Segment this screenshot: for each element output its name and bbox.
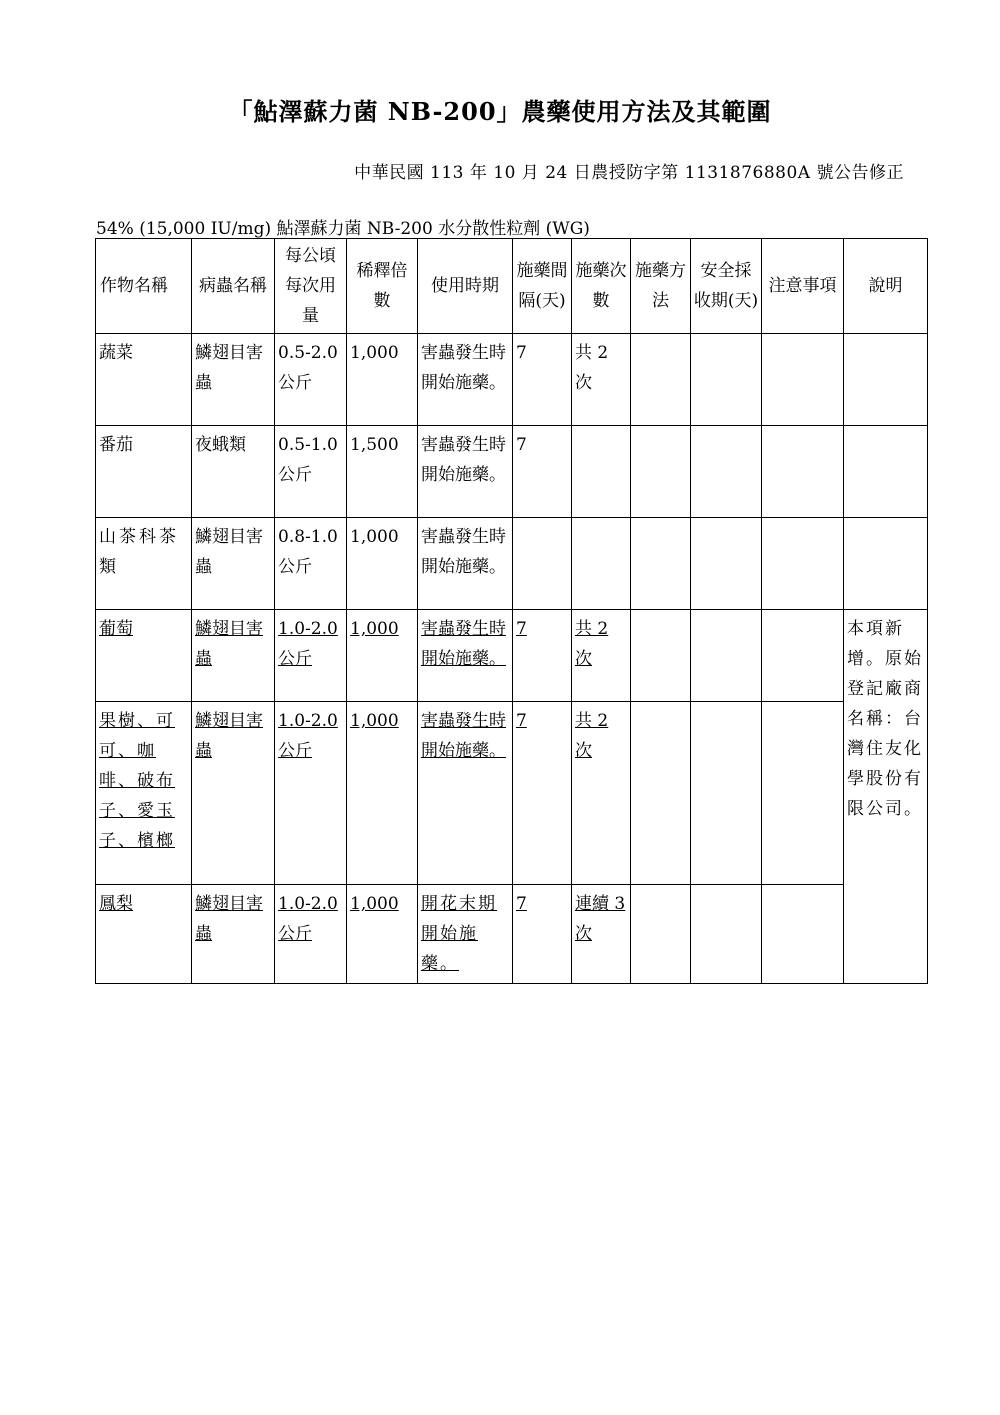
dilution-cell: 1,000 — [347, 518, 418, 610]
product-spec: 54% (15,000 IU/mg) 鮎澤蘇力菌 NB-200 水分散性粒劑 (WG) — [96, 219, 590, 239]
method-cell — [631, 885, 691, 984]
pest-cell: 鱗翅目害蟲 — [192, 334, 275, 426]
table-row — [96, 426, 928, 518]
times-cell — [572, 426, 631, 518]
phi-cell — [691, 334, 762, 426]
dilution-cell: 1,500 — [347, 426, 418, 518]
method-cell — [631, 518, 691, 610]
phi-cell — [691, 702, 762, 885]
table-row — [96, 518, 928, 610]
header-timing: 使用時期 — [418, 239, 513, 334]
times-cell: 連續 3 次 — [572, 885, 631, 984]
interval-cell: 7 — [513, 702, 572, 885]
header-crop: 作物名稱 — [96, 239, 192, 334]
table-row — [96, 702, 928, 885]
remark-cell — [844, 518, 928, 610]
interval-cell: 7 — [513, 885, 572, 984]
method-cell — [631, 702, 691, 885]
timing-cell: 害蟲發生時開始施藥。 — [418, 610, 513, 702]
timing-cell: 害蟲發生時開始施藥。 — [418, 334, 513, 426]
interval-cell — [513, 518, 572, 610]
interval-cell: 7 — [513, 610, 572, 702]
remark-new-cell: 本項新增。原始登記廠商名稱：台灣住友化學股份有限公司。 — [844, 610, 928, 984]
caution-cell — [762, 702, 844, 885]
dose-cell: 0.5-1.0 公斤 — [275, 426, 347, 518]
revision-notice: 中華民國 113 年 10 月 24 日農授防字第 1131876880A 號公告修正 — [354, 163, 904, 183]
header-dose: 每公頃每次用量 — [275, 239, 347, 334]
crop-cell: 山茶科茶類 — [96, 518, 192, 610]
phi-cell — [691, 610, 762, 702]
dose-cell: 0.8-1.0 公斤 — [275, 518, 347, 610]
remark-cell — [844, 426, 928, 518]
interval-cell: 7 — [513, 334, 572, 426]
caution-cell — [762, 334, 844, 426]
dose-cell: 0.5-2.0 公斤 — [275, 334, 347, 426]
pest-cell: 鱗翅目害蟲 — [192, 885, 275, 984]
dose-cell: 1.0-2.0 公斤 — [275, 610, 347, 702]
dose-cell: 1.0-2.0 公斤 — [275, 885, 347, 984]
pest-cell: 鱗翅目害蟲 — [192, 518, 275, 610]
method-cell — [631, 610, 691, 702]
header-interval: 施藥間隔(天) — [513, 239, 572, 334]
phi-cell — [691, 426, 762, 518]
header-times: 施藥次數 — [572, 239, 631, 334]
header-method: 施藥方法 — [631, 239, 691, 334]
header-row — [96, 239, 928, 334]
header-pest: 病蟲名稱 — [192, 239, 275, 334]
phi-cell — [691, 885, 762, 984]
crop-cell: 葡萄 — [96, 610, 192, 702]
usage-table — [95, 238, 928, 984]
dose-cell: 1.0-2.0 公斤 — [275, 702, 347, 885]
timing-cell: 害蟲發生時開始施藥。 — [418, 702, 513, 885]
timing-cell: 害蟲發生時開始施藥。 — [418, 518, 513, 610]
page-title: 「鮎澤蘇力菌 NB-200」農藥使用方法及其範圍 — [228, 97, 772, 126]
interval-cell: 7 — [513, 426, 572, 518]
header-phi: 安全採收期(天) — [691, 239, 762, 334]
method-cell — [631, 426, 691, 518]
crop-cell: 鳳梨 — [96, 885, 192, 984]
caution-cell — [762, 426, 844, 518]
crop-cell: 番茄 — [96, 426, 192, 518]
table-row — [96, 334, 928, 426]
timing-cell: 害蟲發生時開始施藥。 — [418, 426, 513, 518]
caution-cell — [762, 518, 844, 610]
dilution-cell: 1,000 — [347, 885, 418, 984]
pest-cell: 鱗翅目害蟲 — [192, 610, 275, 702]
caution-cell — [762, 885, 844, 984]
remark-cell — [844, 334, 928, 426]
pest-cell: 夜蛾類 — [192, 426, 275, 518]
dilution-cell: 1,000 — [347, 702, 418, 885]
dilution-cell: 1,000 — [347, 334, 418, 426]
times-cell — [572, 518, 631, 610]
crop-cell: 果樹、可可、咖啡、破布子、愛玉子、檳榔 — [96, 702, 192, 885]
header-caution: 注意事項 — [762, 239, 844, 334]
times-cell: 共 2 次 — [572, 702, 631, 885]
method-cell — [631, 334, 691, 426]
dilution-cell: 1,000 — [347, 610, 418, 702]
header-dilution: 稀釋倍數 — [347, 239, 418, 334]
header-remark: 說明 — [844, 239, 928, 334]
times-cell: 共 2 次 — [572, 334, 631, 426]
crop-cell: 蔬菜 — [96, 334, 192, 426]
timing-cell: 開花末期開始施藥。 — [418, 885, 513, 984]
caution-cell — [762, 610, 844, 702]
times-cell: 共 2 次 — [572, 610, 631, 702]
phi-cell — [691, 518, 762, 610]
pest-cell: 鱗翅目害蟲 — [192, 702, 275, 885]
table-row — [96, 610, 928, 702]
table-row — [96, 885, 928, 984]
